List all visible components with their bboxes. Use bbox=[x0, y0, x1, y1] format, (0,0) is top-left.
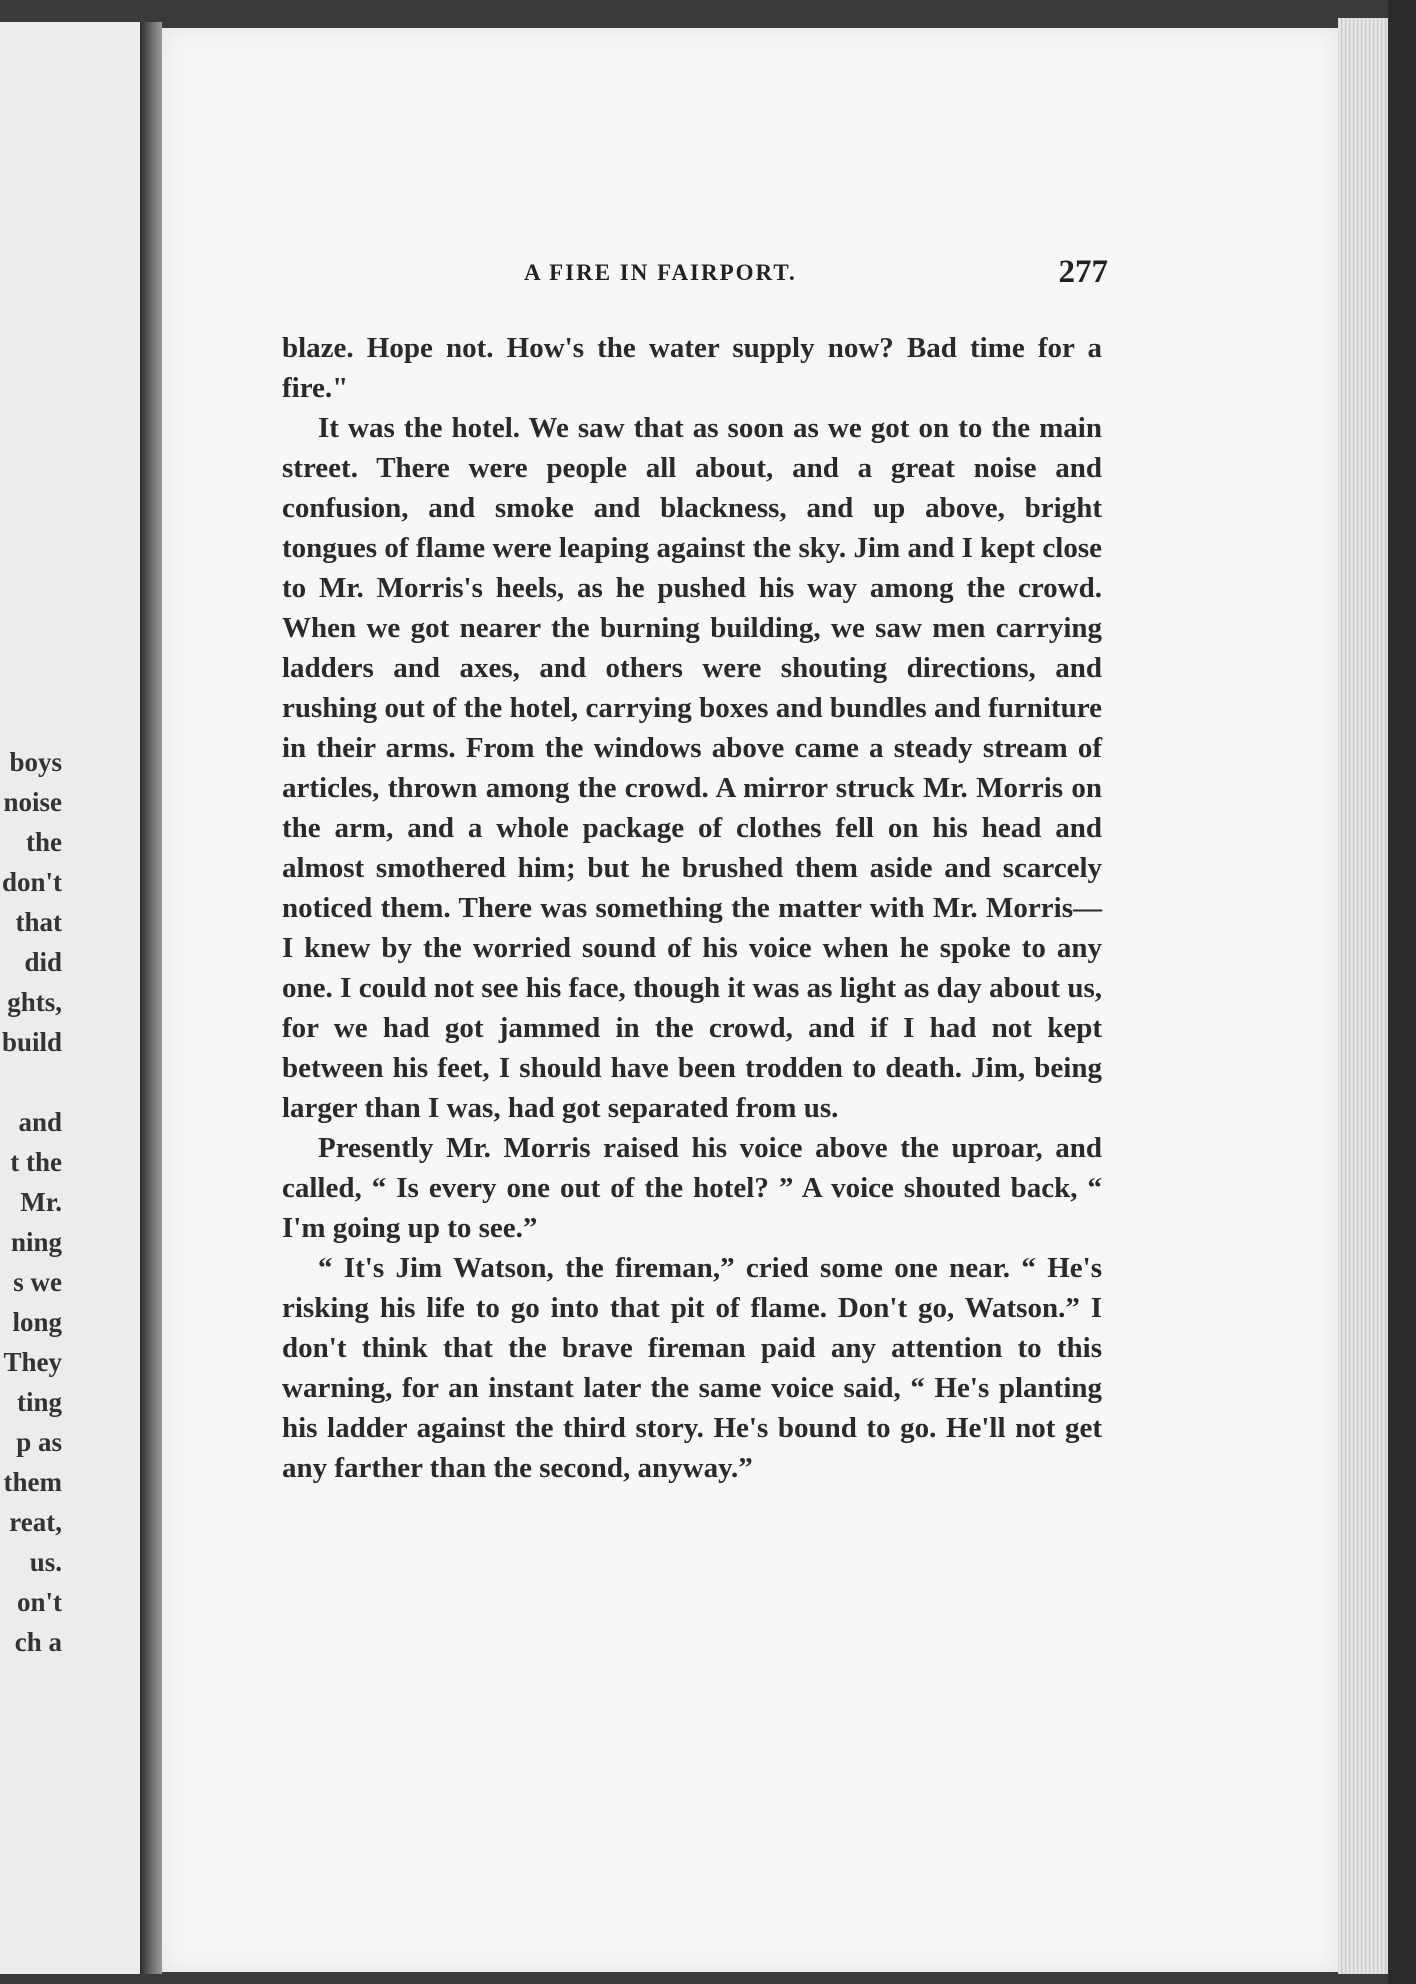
scan-background bbox=[1388, 0, 1416, 1984]
left-fragment: ch a bbox=[14, 1627, 62, 1657]
left-fragment: They bbox=[3, 1347, 62, 1377]
left-fragment: ning bbox=[10, 1227, 62, 1257]
paragraph: “ It's Jim Watson, the fireman,” cried some one near. “ He's risking his life to go into that pit of flame. Don't go, Watson.” I don't think that the brave fireman paid any attention to this warning, for an instant later the same voice said, “ He's planting his ladder against the third story. He's bound to go. He'll not get any farther than the second, anyway.” bbox=[282, 1252, 1102, 1484]
left-fragment: p as bbox=[16, 1427, 62, 1457]
page-number: 277 bbox=[1058, 254, 1108, 290]
left-fragment: long bbox=[12, 1307, 62, 1337]
paragraph: It was the hotel. We saw that as soon as we got on to the main street. There were people all about, and a great noise and confusion, and smoke and blackness, and up above, bright tongues of flame were leaping against the sky. Jim and I kept close to Mr. Morris's heels, as he pushed his way among the crowd. When we got nearer the burning building, we saw men carrying ladders and axes, and others were shouting directions, and rushing out of the hotel, carrying boxes and bundles and furniture in their arms. From the windows above came a steady stream of articles, thrown among the crowd. A mirror struck Mr. Morris on the arm, and a whole package of clothes fell on his head and almost smothered him; but he brushed them aside and scarcely noticed them. There was something the matter with Mr. Morris—I knew by the worried sound of his voice when he spoke to any one. I could not see his face, though it was as light as day about us, for we had got jammed in the crowd, and if I had not kept between his feet, I should have been trodden to death. Jim, being larger than I was, had got separated from us. bbox=[282, 412, 1102, 1124]
page-edges bbox=[1338, 18, 1388, 1974]
paragraph: Presently Mr. Morris raised his voice above the uproar, and called, “ Is every one out of the hotel? ” A voice shouted back, “ I'm going up to see.” bbox=[282, 1132, 1102, 1244]
left-fragment: t the bbox=[10, 1147, 62, 1177]
book-gutter bbox=[140, 22, 162, 1974]
paragraph: blaze. Hope not. How's the water supply now? Bad time for a fire." bbox=[282, 332, 1102, 404]
left-fragment: reat, bbox=[9, 1507, 62, 1537]
left-page-text-fragments bbox=[0, 742, 140, 1662]
left-fragment: s we bbox=[13, 1267, 62, 1297]
left-fragment: us. bbox=[29, 1547, 62, 1577]
left-fragment: boys bbox=[9, 747, 62, 777]
left-page bbox=[0, 22, 141, 1974]
running-title: A FIRE IN FAIRPORT. bbox=[524, 260, 797, 285]
left-fragment: ghts, bbox=[7, 987, 62, 1017]
left-fragment: that bbox=[15, 907, 62, 937]
left-fragment: ting bbox=[16, 1387, 62, 1417]
left-fragment: and bbox=[18, 1107, 62, 1137]
body-text bbox=[282, 328, 1102, 1488]
left-fragment: them bbox=[3, 1467, 62, 1497]
left-fragment: on't bbox=[16, 1587, 62, 1617]
left-fragment: did bbox=[24, 947, 62, 977]
left-fragment: Mr. bbox=[20, 1187, 62, 1217]
left-fragment: don't bbox=[1, 867, 62, 897]
left-fragment: build bbox=[1, 1027, 62, 1057]
running-head bbox=[520, 256, 1116, 296]
left-fragment: noise bbox=[3, 787, 62, 817]
left-fragment: the bbox=[26, 827, 62, 857]
